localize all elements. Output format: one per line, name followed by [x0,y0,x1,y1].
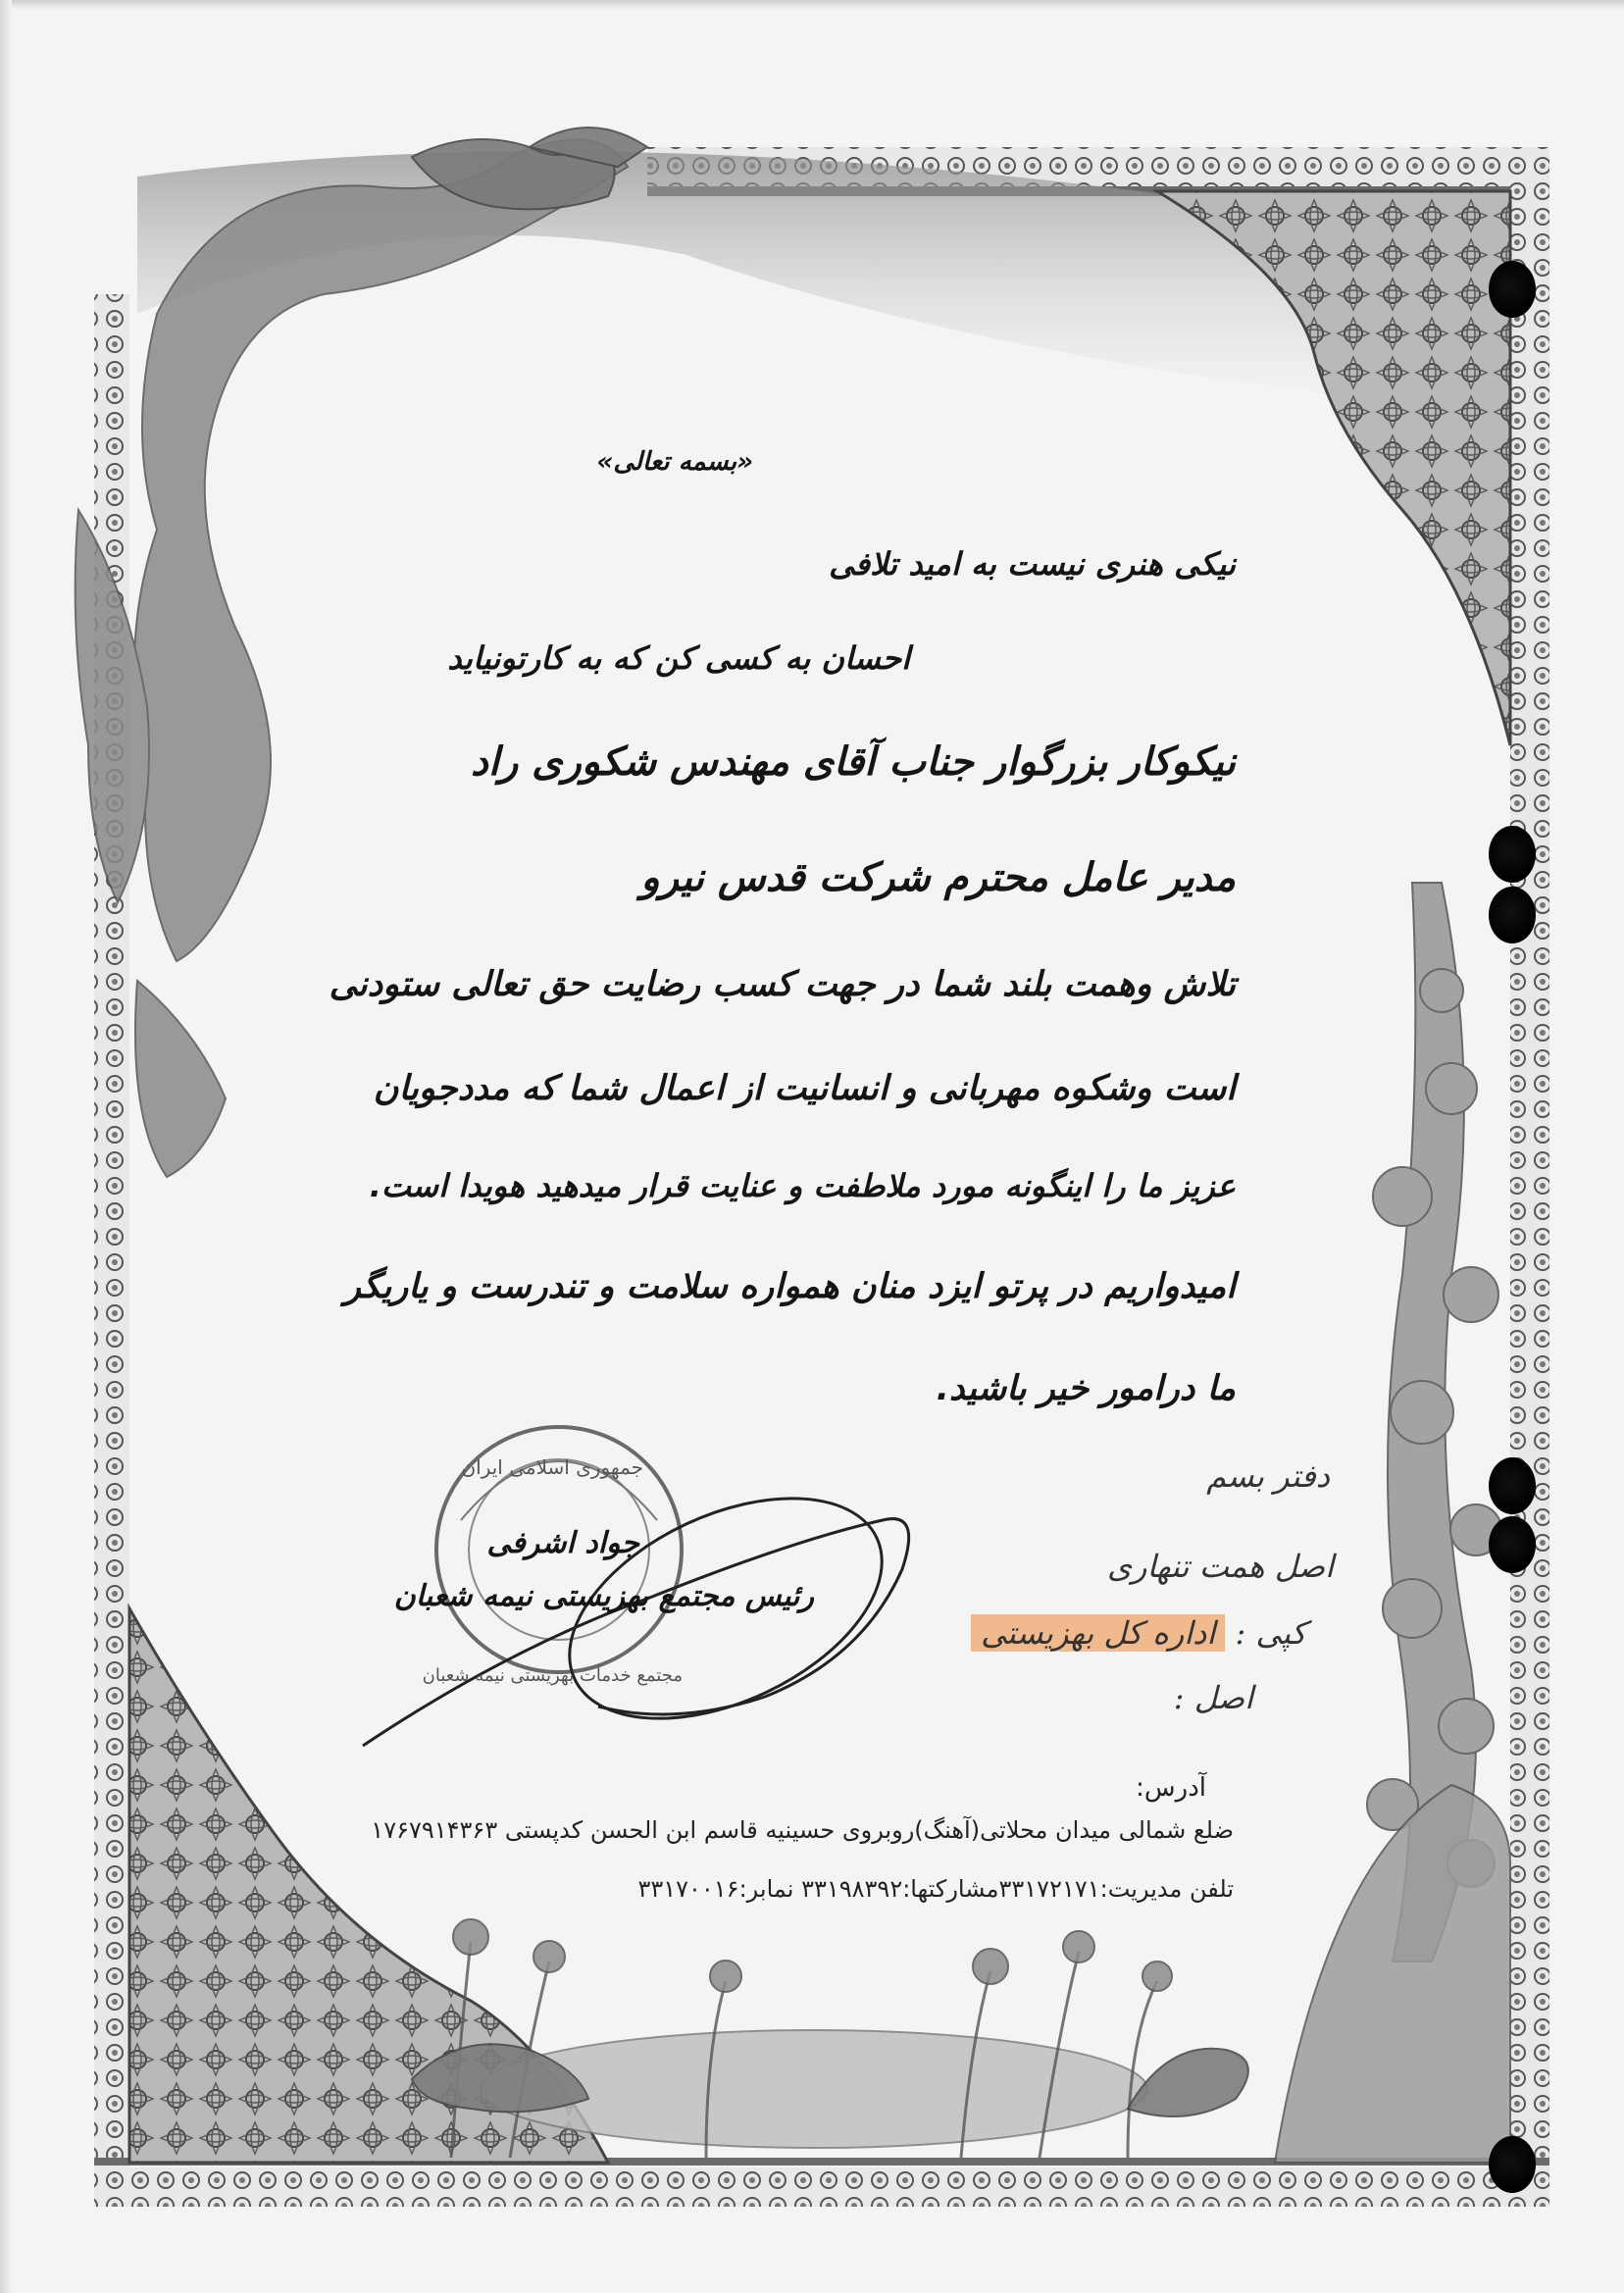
recipient-name: نیکوکار بزرگوار جناب آقای مهندس شکوری راد [471,739,1236,785]
address-line-1: ضلع شمالی میدان محلاتی(آهنگ)روبروی حسینیه قاسم ابن الحسن کدپستی ۱۷۶۷۹۱۴۳۶۳ [371,1816,1234,1844]
handwritten-note-1: دفتر بسم [1206,1457,1330,1495]
address-label: آدرس: [1136,1773,1206,1803]
signatory-title: رئیس مجتمع بهزیستی نیمه شعبان [393,1579,814,1613]
poem-line-2: احسان به کسی کن که به کارتونیاید [447,639,910,677]
body-line-5: ما درامور خیر باشید. [936,1369,1236,1408]
stamp-bottom-text: مجتمع خدمات بهزیستی نیمه شعبان [422,1665,683,1686]
punch-hole [1489,1516,1536,1573]
handwritten-note-4: اصل : [1173,1679,1253,1716]
right-border-band [1510,147,1549,2187]
body-line-3: عزیز ما را اینگونه مورد ملاطفت و عنایت قرار میدهید هویدا است. [369,1167,1236,1204]
body-line-2: است وشکوه مهربانی و انسانیت از اعمال شما که مددجویان [373,1069,1236,1108]
handwritten-note-3-label: کپی : [1235,1614,1306,1652]
punch-hole [1489,261,1536,318]
body-line-1: تلاش وهمت بلند شما در جهت کسب رضایت حق تعالی ستودنی [329,965,1236,1004]
stamp-top-text: جمهوری اسلامی ایران [461,1455,643,1479]
punch-hole [1489,826,1536,883]
handwritten-note-2: اصل همت تنهاری [1107,1548,1334,1585]
recipient-title: مدیر عامل محترم شرکت قدس نیرو [640,855,1236,900]
punch-hole [1489,887,1536,943]
handwritten-note-3-value: اداره کل بهزیستی [971,1614,1225,1652]
handwritten-note-3 [971,1614,1306,1652]
bismillah-heading: «بسمه تعالی» [596,447,753,477]
address-line-2: تلفن مدیریت:۳۳۱۷۲۱۷۱مشارکتها:۳۳۱۹۸۳۹۲ نمابر:۳۳۱۷۰۰۱۶ [637,1875,1234,1903]
body-line-4: امیدواریم در پرتو ایزد منان همواره سلامت و تندرست و یاریگر [343,1267,1236,1306]
poem-line-1: نیکی هنری نیست به امید تلافی [829,545,1236,583]
signatory-name: جواد اشرفی [486,1526,639,1560]
punch-hole [1489,1457,1536,1514]
punch-hole [1489,2136,1536,2193]
bottom-border-band [94,2167,1549,2207]
